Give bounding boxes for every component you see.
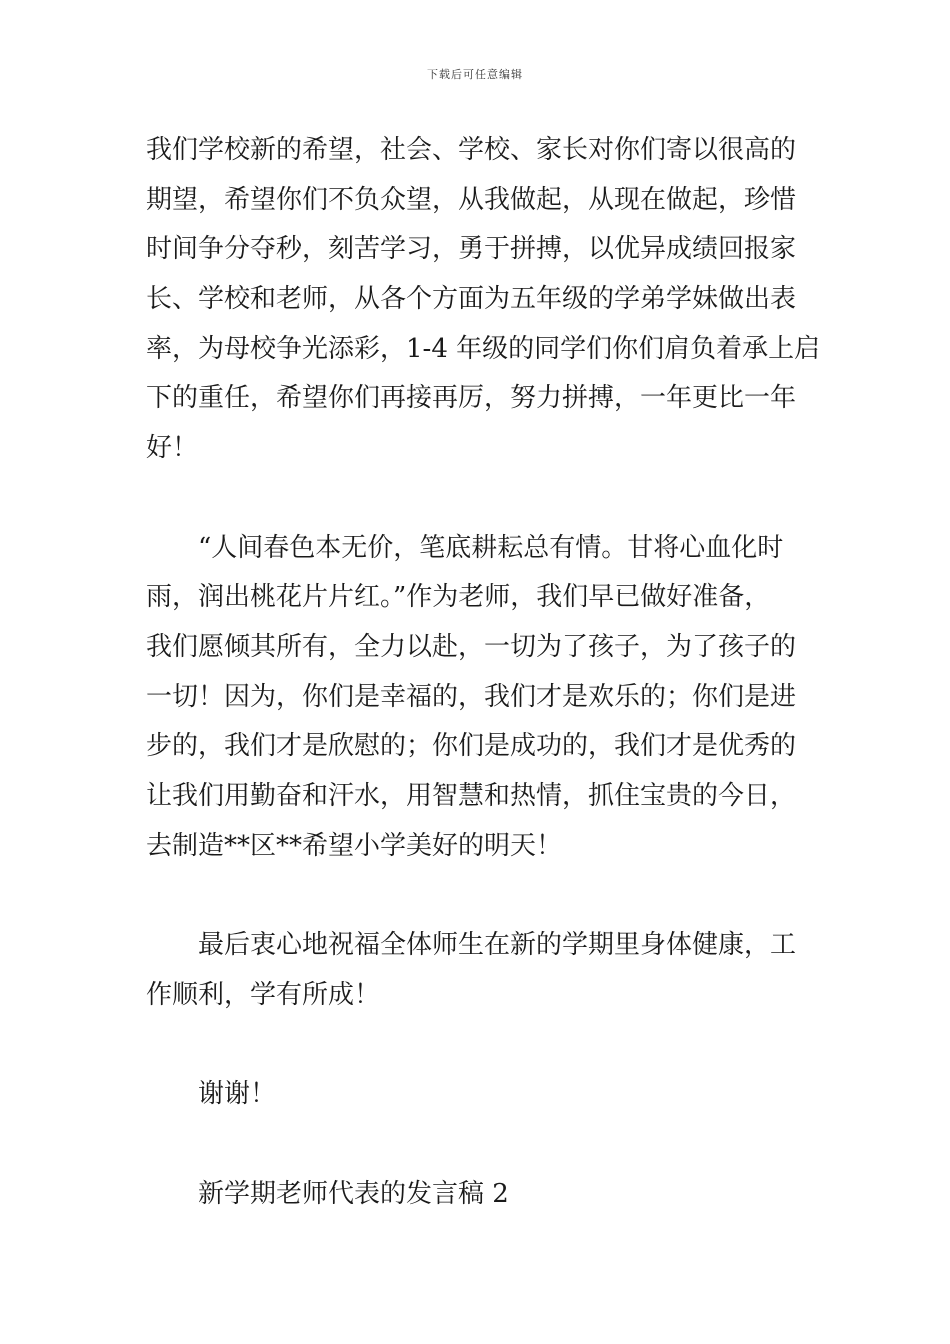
text-line: 去制造**区**希望小学美好的明天！ (146, 831, 563, 861)
text-line: 步的，我们才是欣慰的；你们是成功的，我们才是优秀的 (146, 731, 797, 761)
text-line: 好！ (146, 433, 199, 463)
text-line: 一切！因为，你们是幸福的，我们才是欢乐的；你们是进 (146, 682, 797, 712)
text-line: 期望，希望你们不负众望，从我做起，从现在做起，珍惜 (146, 185, 797, 215)
text-line: 最后衷心地祝福全体师生在新的学期里身体健康，工 (198, 930, 797, 960)
text-line: 我们愿倾其所有，全力以赴，一切为了孩子，为了孩子的 (146, 632, 797, 662)
text-line: 我们学校新的希望，社会、学校、家长对你们寄以很高的 (146, 135, 797, 165)
section-title-text: 新学期老师代表的发言稿 2 (198, 1179, 509, 1209)
text-line: 时间争分夺秒，刻苦学习，勇于拼搏，以优异成绩回报家 (146, 234, 797, 264)
text-line: 雨，润出桃花片片红。”作为老师，我们早已做好准备， (146, 582, 771, 612)
text-line: 率，为母校争光添彩，1-4 年级的同学们你们肩负着承上启 (146, 334, 821, 364)
text-line: 作顺利，学有所成！ (146, 980, 381, 1010)
text-line: 下的重任，希望你们再接再厉，努力拼搏，一年更比一年 (146, 383, 797, 413)
text-line: “人间春色本无价，笔底耕耘总有情。甘将心血化时 (198, 533, 784, 563)
header-note: 下载后可任意编辑 (427, 68, 523, 81)
text-line: 让我们用勤奋和汗水，用智慧和热情，抓住宝贵的今日， (146, 781, 797, 811)
text-line: 长、学校和老师，从各个方面为五年级的学弟学妹做出表 (146, 284, 797, 314)
text-line: 谢谢！ (198, 1079, 277, 1109)
